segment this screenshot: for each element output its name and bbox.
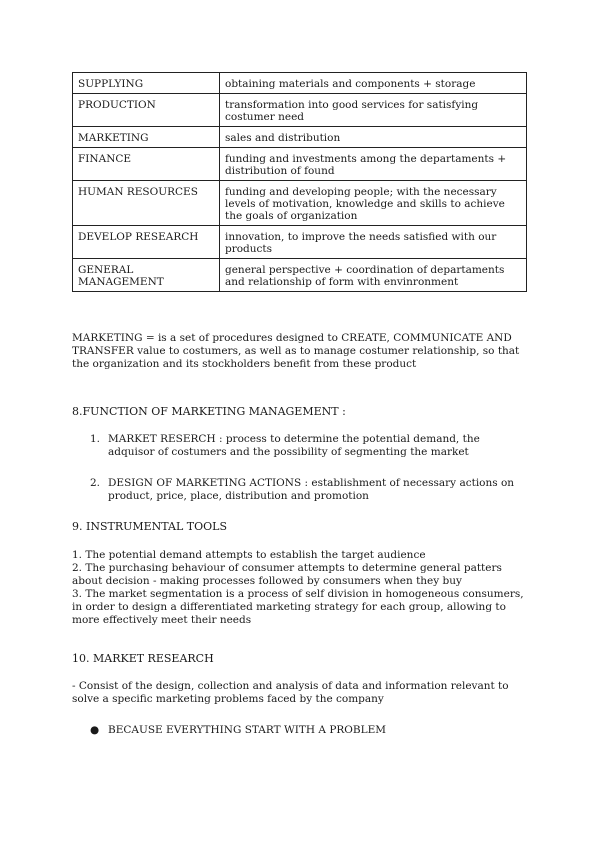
area-cell: HUMAN RESOURCES <box>73 181 220 226</box>
area-cell: SUPPLYING <box>73 73 220 94</box>
tool-line: 2. The purchasing behaviour of consumer attempts to determine general patters about decision - making processes followed by consumers when they buy <box>72 562 502 587</box>
description-cell: funding and developing people; with the necessary levels of motivation, knowledge and skills to achieve the goals of organization <box>220 181 527 226</box>
list-item <box>90 433 520 459</box>
list-number: 1. <box>90 433 101 445</box>
tool-line: 3. The market segmentation is a process of self division in homogeneous consumers, in order to design a differentiated marketing strategy for each group, allowing to more effectively meet their needs <box>72 588 524 626</box>
section-10-title: 10. MARKET RESEARCH <box>72 652 214 665</box>
bullet-text: BECAUSE EVERYTHING START WITH A PROBLEM <box>108 724 386 736</box>
section-9-title: 9. INSTRUMENTAL TOOLS <box>72 520 227 533</box>
marketing-functions-list-2 <box>90 477 520 503</box>
table-row <box>73 226 527 259</box>
table-row <box>73 94 527 127</box>
functions-table <box>72 72 527 292</box>
table-row <box>73 181 527 226</box>
description-cell: transformation into good services for satisfying costumer need <box>220 94 527 127</box>
table-row <box>73 259 527 292</box>
table-row <box>73 73 527 94</box>
section-8-title: 8.FUNCTION OF MARKETING MANAGEMENT : <box>72 405 346 418</box>
bullet-item <box>90 724 386 737</box>
table-row <box>73 148 527 181</box>
area-cell: FINANCE <box>73 148 220 181</box>
marketing-definition: MARKETING = is a set of procedures designed to CREATE, COMMUNICATE AND TRANSFER value to costumers, as well as to manage costumer relationship, so that the organization and its stockholders benefit from these product <box>72 332 520 370</box>
description-cell: general perspective + coordination of departaments and relationship of form with envinronment <box>220 259 527 292</box>
list-text: MARKET RESERCH : process to determine the potential demand, the adquisor of costumers and the possibility of segmenting the market <box>108 433 480 458</box>
market-research-description: - Consist of the design, collection and analysis of data and information relevant to solve a specific marketing problems faced by the company <box>72 680 509 705</box>
area-cell: MARKETING <box>73 127 220 148</box>
description-cell: obtaining materials and components + storage <box>220 73 527 94</box>
list-text: DESIGN OF MARKETING ACTIONS : establishment of necessary actions on product, price, place, distribution and promotion <box>108 477 515 502</box>
description-cell: sales and distribution <box>220 127 527 148</box>
list-item <box>90 477 520 503</box>
marketing-functions-list <box>90 433 520 459</box>
area-cell: DEVELOP RESEARCH <box>73 226 220 259</box>
table-row <box>73 127 527 148</box>
list-number: 2. <box>90 477 101 489</box>
area-cell: PRODUCTION <box>73 94 220 127</box>
tool-line: 1. The potential demand attempts to establish the target audience <box>72 549 426 561</box>
description-cell: innovation, to improve the needs satisfied with our products <box>220 226 527 259</box>
bullet-icon: ● <box>90 724 100 736</box>
description-cell: funding and investments among the departaments + distribution of found <box>220 148 527 181</box>
area-cell: GENERAL MANAGEMENT <box>73 259 220 292</box>
instrumental-tools-text <box>72 549 532 627</box>
